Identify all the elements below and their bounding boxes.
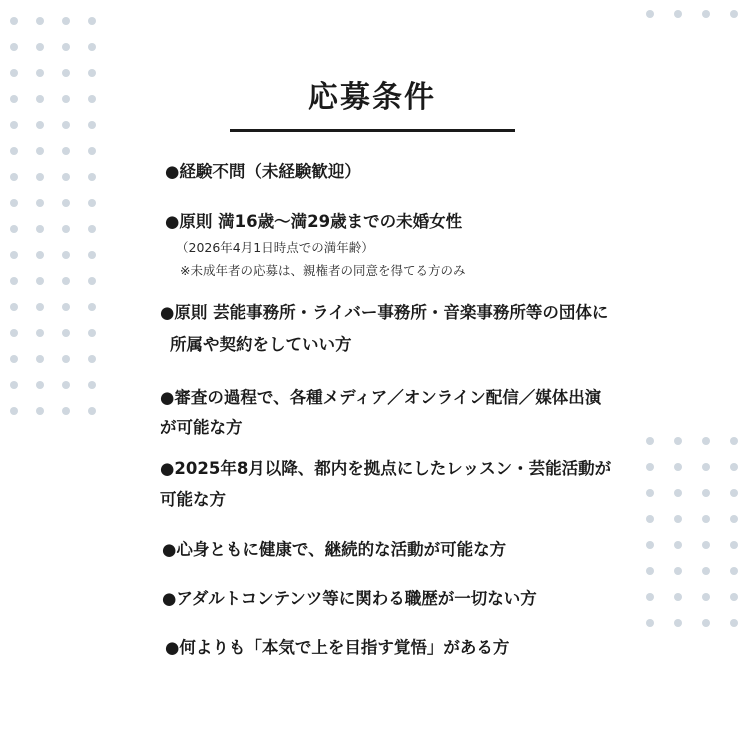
- decorative-dot: [674, 463, 682, 471]
- decorative-dot: [10, 121, 18, 129]
- decorative-dot: [88, 277, 96, 285]
- title-underline: [230, 129, 515, 132]
- decorative-dot: [62, 277, 70, 285]
- decorative-dot: [646, 437, 654, 445]
- decorative-dot: [36, 303, 44, 311]
- decorative-dot: [674, 515, 682, 523]
- decorative-dot: [10, 329, 18, 337]
- decorative-dot: [88, 121, 96, 129]
- decorative-dot: [36, 173, 44, 181]
- decorative-dot: [646, 619, 654, 627]
- decorative-dot: [36, 277, 44, 285]
- decorative-dot: [36, 17, 44, 25]
- decorative-dot: [88, 173, 96, 181]
- decorative-dot: [674, 541, 682, 549]
- decorative-dot: [674, 489, 682, 497]
- condition-affiliation-line1: ●原則 芸能事務所・ライバー事務所・音楽事務所等の団体に: [160, 303, 609, 322]
- decorative-dot: [62, 225, 70, 233]
- decorative-dot: [702, 515, 710, 523]
- decorative-dot: [10, 17, 18, 25]
- condition-age-note-minor: ※未成年者の応募は、親権者の同意を得てる方のみ: [180, 263, 466, 278]
- decorative-dot: [10, 277, 18, 285]
- decorative-dot: [88, 225, 96, 233]
- decorative-dot: [702, 541, 710, 549]
- decorative-dot: [702, 593, 710, 601]
- decorative-dot: [62, 251, 70, 259]
- decorative-dot: [10, 199, 18, 207]
- decorative-dot: [10, 381, 18, 389]
- decorative-dot: [730, 567, 738, 575]
- decorative-dot: [88, 17, 96, 25]
- condition-adult-content: ●アダルトコンテンツ等に関わる職歴が一切ない方: [162, 589, 537, 608]
- decorative-dot: [10, 225, 18, 233]
- decorative-dot: [702, 619, 710, 627]
- decorative-dot: [62, 173, 70, 181]
- decorative-dot: [10, 147, 18, 155]
- decorative-dot: [62, 147, 70, 155]
- decorative-dot: [702, 463, 710, 471]
- decorative-dot: [10, 303, 18, 311]
- page-title: 応募条件: [308, 80, 436, 115]
- decorative-dot: [730, 489, 738, 497]
- decorative-dot: [646, 541, 654, 549]
- decorative-dot: [62, 199, 70, 207]
- decorative-dot: [88, 329, 96, 337]
- decorative-dot: [646, 593, 654, 601]
- decorative-dot: [730, 515, 738, 523]
- decorative-dot: [10, 407, 18, 415]
- decorative-dot: [88, 199, 96, 207]
- decorative-dot: [62, 121, 70, 129]
- condition-lessons-line2: 可能な方: [160, 490, 226, 509]
- decorative-dot: [88, 43, 96, 51]
- decorative-dot: [646, 10, 654, 18]
- decorative-dot: [88, 147, 96, 155]
- decorative-dot: [36, 121, 44, 129]
- decorative-dot: [702, 437, 710, 445]
- decorative-dot: [36, 225, 44, 233]
- decorative-dot: [62, 355, 70, 363]
- decorative-dot: [62, 17, 70, 25]
- decorative-dot: [702, 489, 710, 497]
- decorative-dot: [730, 437, 738, 445]
- decorative-dot: [88, 303, 96, 311]
- decorative-dot: [646, 489, 654, 497]
- decorative-dot: [88, 407, 96, 415]
- dot-pattern-top-right: [646, 10, 738, 18]
- decorative-dot: [730, 10, 738, 18]
- condition-age-note-date: （2026年4月1日時点での満年齢）: [176, 240, 374, 255]
- decorative-dot: [36, 329, 44, 337]
- condition-media-line2: が可能な方: [160, 418, 243, 437]
- decorative-dot: [10, 43, 18, 51]
- decorative-dot: [62, 329, 70, 337]
- condition-resolve: ●何よりも「本気で上を目指す覚悟」がある方: [165, 638, 510, 657]
- decorative-dot: [674, 619, 682, 627]
- condition-age: ●原則 満16歳〜満29歳までの未婚女性: [165, 212, 463, 231]
- decorative-dot: [674, 437, 682, 445]
- condition-affiliation-line2: 所属や契約をしていい方: [170, 335, 352, 354]
- decorative-dot: [36, 43, 44, 51]
- decorative-dot: [10, 173, 18, 181]
- decorative-dot: [62, 43, 70, 51]
- condition-health: ●心身ともに健康で、継続的な活動が可能な方: [162, 540, 507, 559]
- decorative-dot: [88, 251, 96, 259]
- decorative-dot: [88, 355, 96, 363]
- decorative-dot: [646, 515, 654, 523]
- decorative-dot: [730, 541, 738, 549]
- decorative-dot: [730, 619, 738, 627]
- decorative-dot: [702, 567, 710, 575]
- condition-experience: ●経験不問（未経験歓迎）: [165, 162, 361, 181]
- decorative-dot: [36, 251, 44, 259]
- dot-pattern-right: [646, 437, 738, 627]
- decorative-dot: [62, 303, 70, 311]
- decorative-dot: [674, 593, 682, 601]
- condition-lessons-line1: ●2025年8月以降、都内を拠点にしたレッスン・芸能活動が: [160, 459, 612, 478]
- decorative-dot: [702, 10, 710, 18]
- decorative-dot: [730, 593, 738, 601]
- decorative-dot: [88, 381, 96, 389]
- decorative-dot: [646, 567, 654, 575]
- decorative-dot: [674, 10, 682, 18]
- decorative-dot: [36, 407, 44, 415]
- decorative-dot: [36, 199, 44, 207]
- decorative-dot: [646, 463, 654, 471]
- decorative-dot: [10, 355, 18, 363]
- decorative-dot: [36, 147, 44, 155]
- decorative-dot: [36, 381, 44, 389]
- decorative-dot: [36, 355, 44, 363]
- decorative-dot: [62, 407, 70, 415]
- condition-media-line1: ●審査の過程で、各種メディア／オンライン配信／媒体出演: [160, 388, 602, 407]
- decorative-dot: [730, 463, 738, 471]
- decorative-dot: [674, 567, 682, 575]
- decorative-dot: [10, 251, 18, 259]
- decorative-dot: [62, 381, 70, 389]
